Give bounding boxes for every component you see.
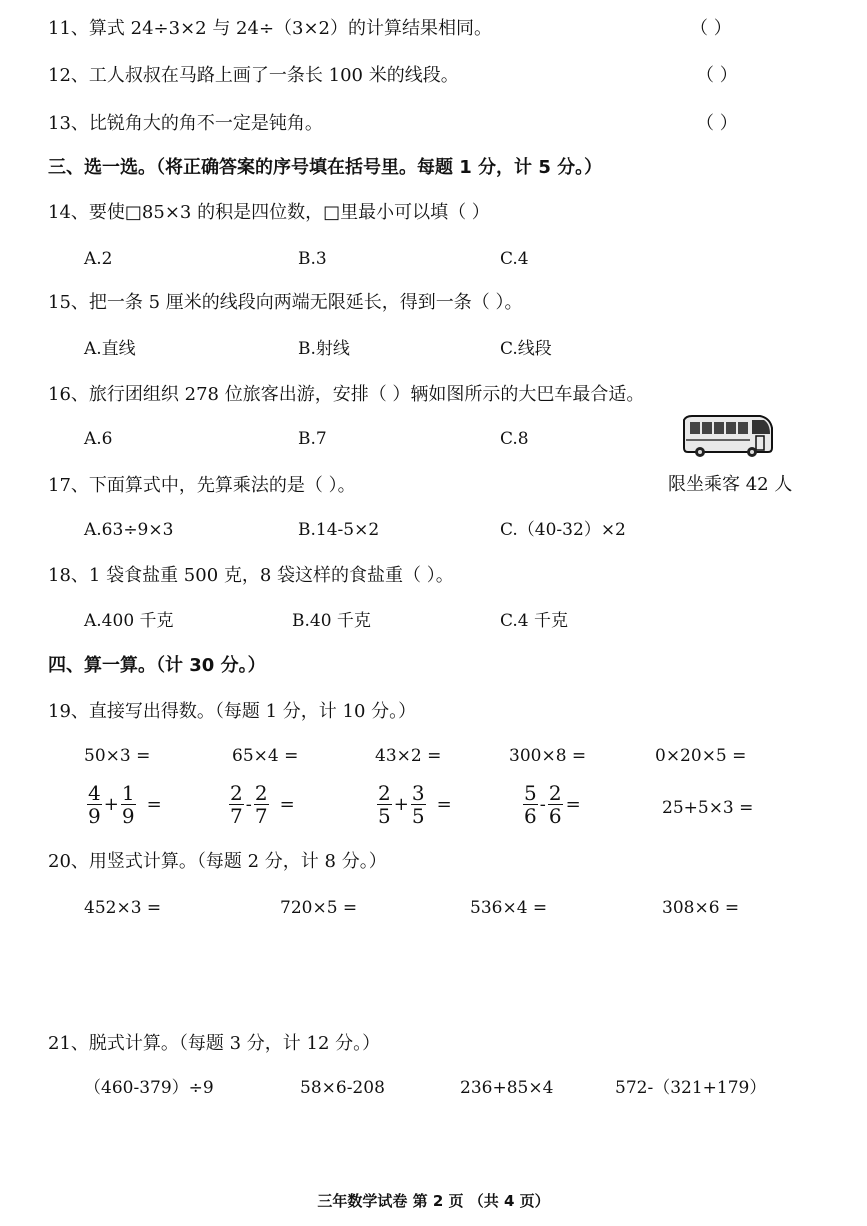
operator: - [539, 794, 546, 815]
option-16-c[interactable]: C.8 [500, 429, 529, 449]
calc-20-3: 536×4 = [470, 898, 548, 918]
option-14-c[interactable]: C.4 [500, 249, 529, 269]
numerator: 4 [88, 781, 101, 805]
question-13: 13、比锐角大的角不一定是钝角。 [48, 113, 323, 134]
operator: + [393, 794, 409, 815]
question-15: 15、把一条 5 厘米的线段向两端无限延长，得到一条（ ）。 [48, 292, 523, 313]
fraction-expr-19-8 [376, 782, 452, 827]
calc-20-2: 720×5 = [280, 898, 358, 918]
option-17-a[interactable]: A.63÷9×3 [84, 520, 174, 540]
calc-19-4: 300×8 = [509, 746, 587, 766]
section-4-heading: 四、算一算。（计 30 分。） [48, 655, 266, 676]
calc-19-10: 25+5×3 = [662, 798, 754, 818]
option-17-c[interactable]: C.（40-32）×2 [500, 520, 626, 540]
calc-19-3: 43×2 = [375, 746, 442, 766]
calc-19-2: 65×4 = [232, 746, 299, 766]
equals-sign: = [279, 794, 295, 815]
calc-20-4: 308×6 = [662, 898, 740, 918]
operator: - [245, 794, 252, 815]
answer-paren-13[interactable]: （ ） [696, 113, 738, 134]
calc-21-1: （460-379）÷9 [84, 1078, 214, 1098]
calc-19-5: 0×20×5 = [655, 746, 747, 766]
calc-21-2: 58×6-208 [300, 1078, 385, 1098]
operator: + [103, 794, 119, 815]
question-19: 19、直接写出得数。（每题 1 分，计 10 分。） [48, 701, 417, 722]
denominator: 5 [411, 804, 425, 828]
calc-21-3: 236+85×4 [460, 1078, 554, 1098]
calc-19-1: 50×3 = [84, 746, 151, 766]
bus-caption: 限坐乘客 42 人 [668, 474, 793, 495]
option-16-b[interactable]: B.7 [298, 429, 327, 449]
answer-paren-11[interactable]: （ ） [690, 18, 732, 39]
question-18: 18、1 袋食盐重 500 克，8 袋这样的食盐重（ ）。 [48, 565, 454, 586]
denominator: 6 [548, 804, 562, 828]
section-3-heading: 三、选一选。（将正确答案的序号填在括号里。每题 1 分，计 5 分。） [48, 157, 603, 178]
bus-icon [680, 412, 776, 464]
fraction-expr-19-7 [228, 782, 295, 827]
option-18-b[interactable]: B.40 千克 [292, 611, 371, 631]
option-18-c[interactable]: C.4 千克 [500, 611, 569, 631]
option-15-b[interactable]: B.射线 [298, 339, 350, 359]
fraction-expr-19-9 [522, 782, 581, 827]
option-15-c[interactable]: C.线段 [500, 339, 552, 359]
question-17: 17、下面算式中，先算乘法的是（ ）。 [48, 475, 356, 496]
option-15-a[interactable]: A.直线 [84, 339, 136, 359]
numerator: 5 [524, 781, 537, 805]
numerator: 1 [121, 781, 135, 805]
numerator: 2 [254, 781, 268, 805]
calc-21-4: 572-（321+179） [615, 1078, 767, 1098]
question-12: 12、工人叔叔在马路上画了一条长 100 米的线段。 [48, 65, 459, 86]
denominator: 7 [230, 804, 243, 828]
question-20: 20、用竖式计算。（每题 2 分，计 8 分。） [48, 851, 387, 872]
answer-paren-12[interactable]: （ ） [696, 65, 738, 86]
option-18-a[interactable]: A.400 千克 [84, 611, 174, 631]
numerator: 2 [548, 781, 562, 805]
question-21: 21、脱式计算。（每题 3 分，计 12 分。） [48, 1033, 381, 1054]
denominator: 5 [378, 804, 391, 828]
denominator: 9 [88, 804, 101, 828]
equals-sign: = [565, 794, 581, 815]
option-16-a[interactable]: A.6 [84, 429, 113, 449]
denominator: 6 [524, 804, 537, 828]
numerator: 2 [378, 781, 391, 805]
denominator: 9 [121, 804, 135, 828]
option-14-a[interactable]: A.2 [84, 249, 113, 269]
denominator: 7 [254, 804, 268, 828]
numerator: 2 [230, 781, 243, 805]
equals-sign: = [146, 794, 162, 815]
numerator: 3 [411, 781, 425, 805]
question-16: 16、旅行团组织 278 位旅客出游，安排（ ）辆如图所示的大巴车最合适。 [48, 384, 645, 405]
page-footer: 三年数学试卷 第 2 页 （共 4 页） [317, 1192, 550, 1210]
question-14: 14、要使□85×3 的积是四位数，□里最小可以填（ ） [48, 202, 490, 223]
fraction-expr-19-6 [86, 782, 162, 827]
calc-20-1: 452×3 = [84, 898, 162, 918]
option-17-b[interactable]: B.14-5×2 [298, 520, 380, 540]
option-14-b[interactable]: B.3 [298, 249, 327, 269]
question-11: 11、算式 24÷3×2 与 24÷（3×2）的计算结果相同。 [48, 18, 493, 39]
equals-sign: = [436, 794, 452, 815]
